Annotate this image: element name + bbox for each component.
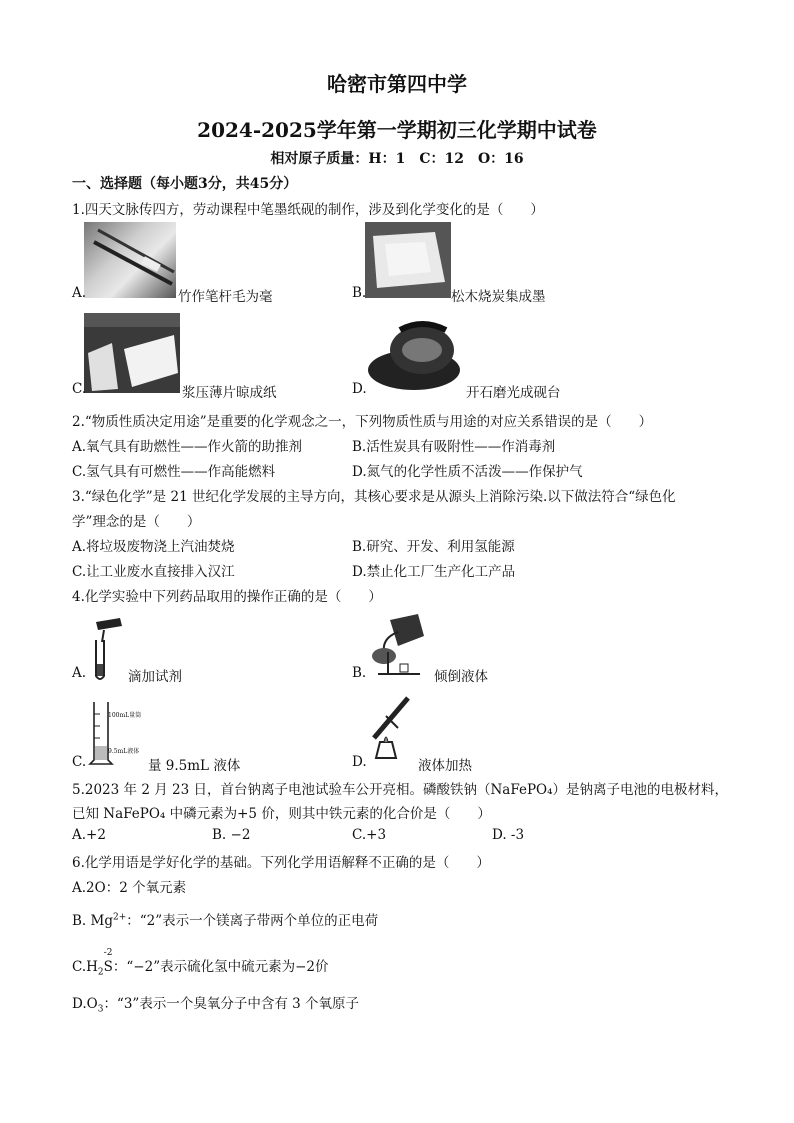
q1-c-image — [84, 313, 180, 393]
q6-d-formula: D.O — [72, 996, 98, 1012]
q2-option-a: A.氧气具有助燃性——作火箭的助推剂 — [72, 439, 303, 455]
q6-c-sulfur: S — [103, 959, 113, 975]
q3-stem-line1: 3.“绿色化学”是 21 世纪化学发展的主导方向，其核心要求是从源头上消除污染.以下做法符合“绿色化 — [72, 489, 676, 505]
section-title: 一、选择题（每小题3分，共45分） — [72, 176, 298, 192]
q4-c-text: 量 9.5mL 液体 — [148, 758, 241, 774]
q3-option-c: C.让工业废水直接排入汉江 — [72, 564, 235, 580]
q6-stem: 6.化学用语是学好化学的基础。下列化学用语解释不正确的是（ ） — [72, 855, 490, 871]
q4-stem: 4.化学实验中下列药品取用的操作正确的是（ ） — [72, 589, 382, 605]
q6-option-b — [72, 909, 378, 929]
q3-option-d: D.禁止化工厂生产化工产品 — [352, 564, 516, 580]
q6-option-c — [72, 948, 329, 978]
q3-option-b: B.研究、开发、利用氢能源 — [352, 539, 515, 555]
q6-option-d — [72, 992, 359, 1015]
atomic-mass-line: 相对原子质量：H：1 C：12 O：16 — [270, 151, 524, 167]
brush-image — [84, 222, 176, 298]
q2-stem: 2.“物质性质决定用途”是重要的化学观念之一，下列物质性质与用途的对应关系错误的是（ ） — [72, 414, 653, 430]
q6-b-charge: 2+ — [112, 912, 127, 923]
q6-b-text: ：“2”表示一个镁离子带两个单位的正电荷 — [126, 913, 379, 929]
q5-stem-line1: 5.2023 年 2 月 23 日，首台钠离子电池试验车公开亮相。磷酸铁钠（NaFePO₄）是钠离子电池的电极材料， — [72, 782, 729, 798]
q5-option-b: B. −2 — [212, 827, 251, 843]
q5-stem-line2: 已知 NaFePO₄ 中磷元素为+5 价，则其中铁元素的化合价是（ ） — [72, 806, 491, 822]
q6-d-subscript: 3 — [97, 1004, 104, 1015]
q6-c-valence: -2 — [103, 948, 113, 958]
q3-stem-line2: 学”理念的是（ ） — [72, 514, 201, 530]
q6-c-text: ：“−2”表示硫化氢中硫元素为−2价 — [112, 959, 329, 975]
q1-b-text: 松木烧炭集成墨 — [451, 289, 546, 305]
q4-a-letter: A. — [72, 665, 87, 681]
q5-option-d: D. -3 — [492, 827, 525, 843]
pouring-liquid-figure — [368, 612, 428, 678]
q2-option-c: C.氢气具有可燃性——作高能燃料 — [72, 464, 276, 480]
q1-c-letter: C. — [72, 381, 87, 397]
q6-option-a: A.2O：2 个氧元素 — [72, 880, 187, 896]
q2-option-d: D.氮气的化学性质不活泼——作保护气 — [352, 464, 583, 480]
q4-b-letter: B. — [352, 665, 367, 681]
heating-liquid-figure — [368, 692, 418, 764]
school-name: 哈密市第四中学 — [327, 72, 467, 96]
q1-d-text: 开石磨光成砚台 — [466, 385, 561, 401]
q5-option-a: A.+2 — [72, 827, 106, 843]
q1-a-image — [84, 222, 176, 298]
q3-option-a: A.将垃圾废物浇上汽油焚烧 — [72, 539, 235, 555]
inkstone-image — [366, 320, 464, 394]
ink-stick-image — [365, 222, 451, 298]
q4-d-letter: D. — [352, 754, 367, 770]
q1-b-letter: B. — [352, 285, 367, 301]
q1-b-image — [365, 222, 451, 298]
q6-d-text: ：“3”表示一个臭氧分子中含有 3 个氧原子 — [103, 996, 360, 1012]
dropper-test-tube-figure — [90, 616, 126, 682]
q1-d-image — [366, 320, 464, 394]
q4-c-letter: C. — [72, 754, 87, 770]
q1-a-text: 竹作笔杆毛为毫 — [178, 289, 273, 305]
paper-image — [84, 313, 180, 393]
cylinder-label-liquid: 9.5mL液体 — [108, 748, 140, 755]
q1-d-letter: D. — [352, 381, 367, 397]
q4-d-text: 液体加热 — [418, 758, 472, 774]
q5-option-c: C.+3 — [352, 827, 387, 843]
q6-c-formula: C.H — [72, 959, 98, 975]
q1-c-text: 浆压薄片晾成纸 — [182, 385, 277, 401]
cylinder-label-volume: 100mL量筒 — [108, 712, 142, 719]
exam-title: 2024-2025学年第一学期初三化学期中试卷 — [197, 118, 597, 142]
q1-stem: 1.四天文脉传四方，劳动课程中笔墨纸砚的制作，涉及到化学变化的是（ ） — [72, 202, 544, 218]
q6-c-subscript: 2 — [97, 967, 104, 978]
q1-a-letter: A. — [72, 285, 87, 301]
q4-b-text: 倾倒液体 — [434, 669, 488, 685]
q6-b-formula: B. Mg — [72, 913, 113, 929]
q2-option-b: B.活性炭具有吸附性——作消毒剂 — [352, 439, 556, 455]
q4-a-text: 滴加试剂 — [128, 669, 182, 685]
